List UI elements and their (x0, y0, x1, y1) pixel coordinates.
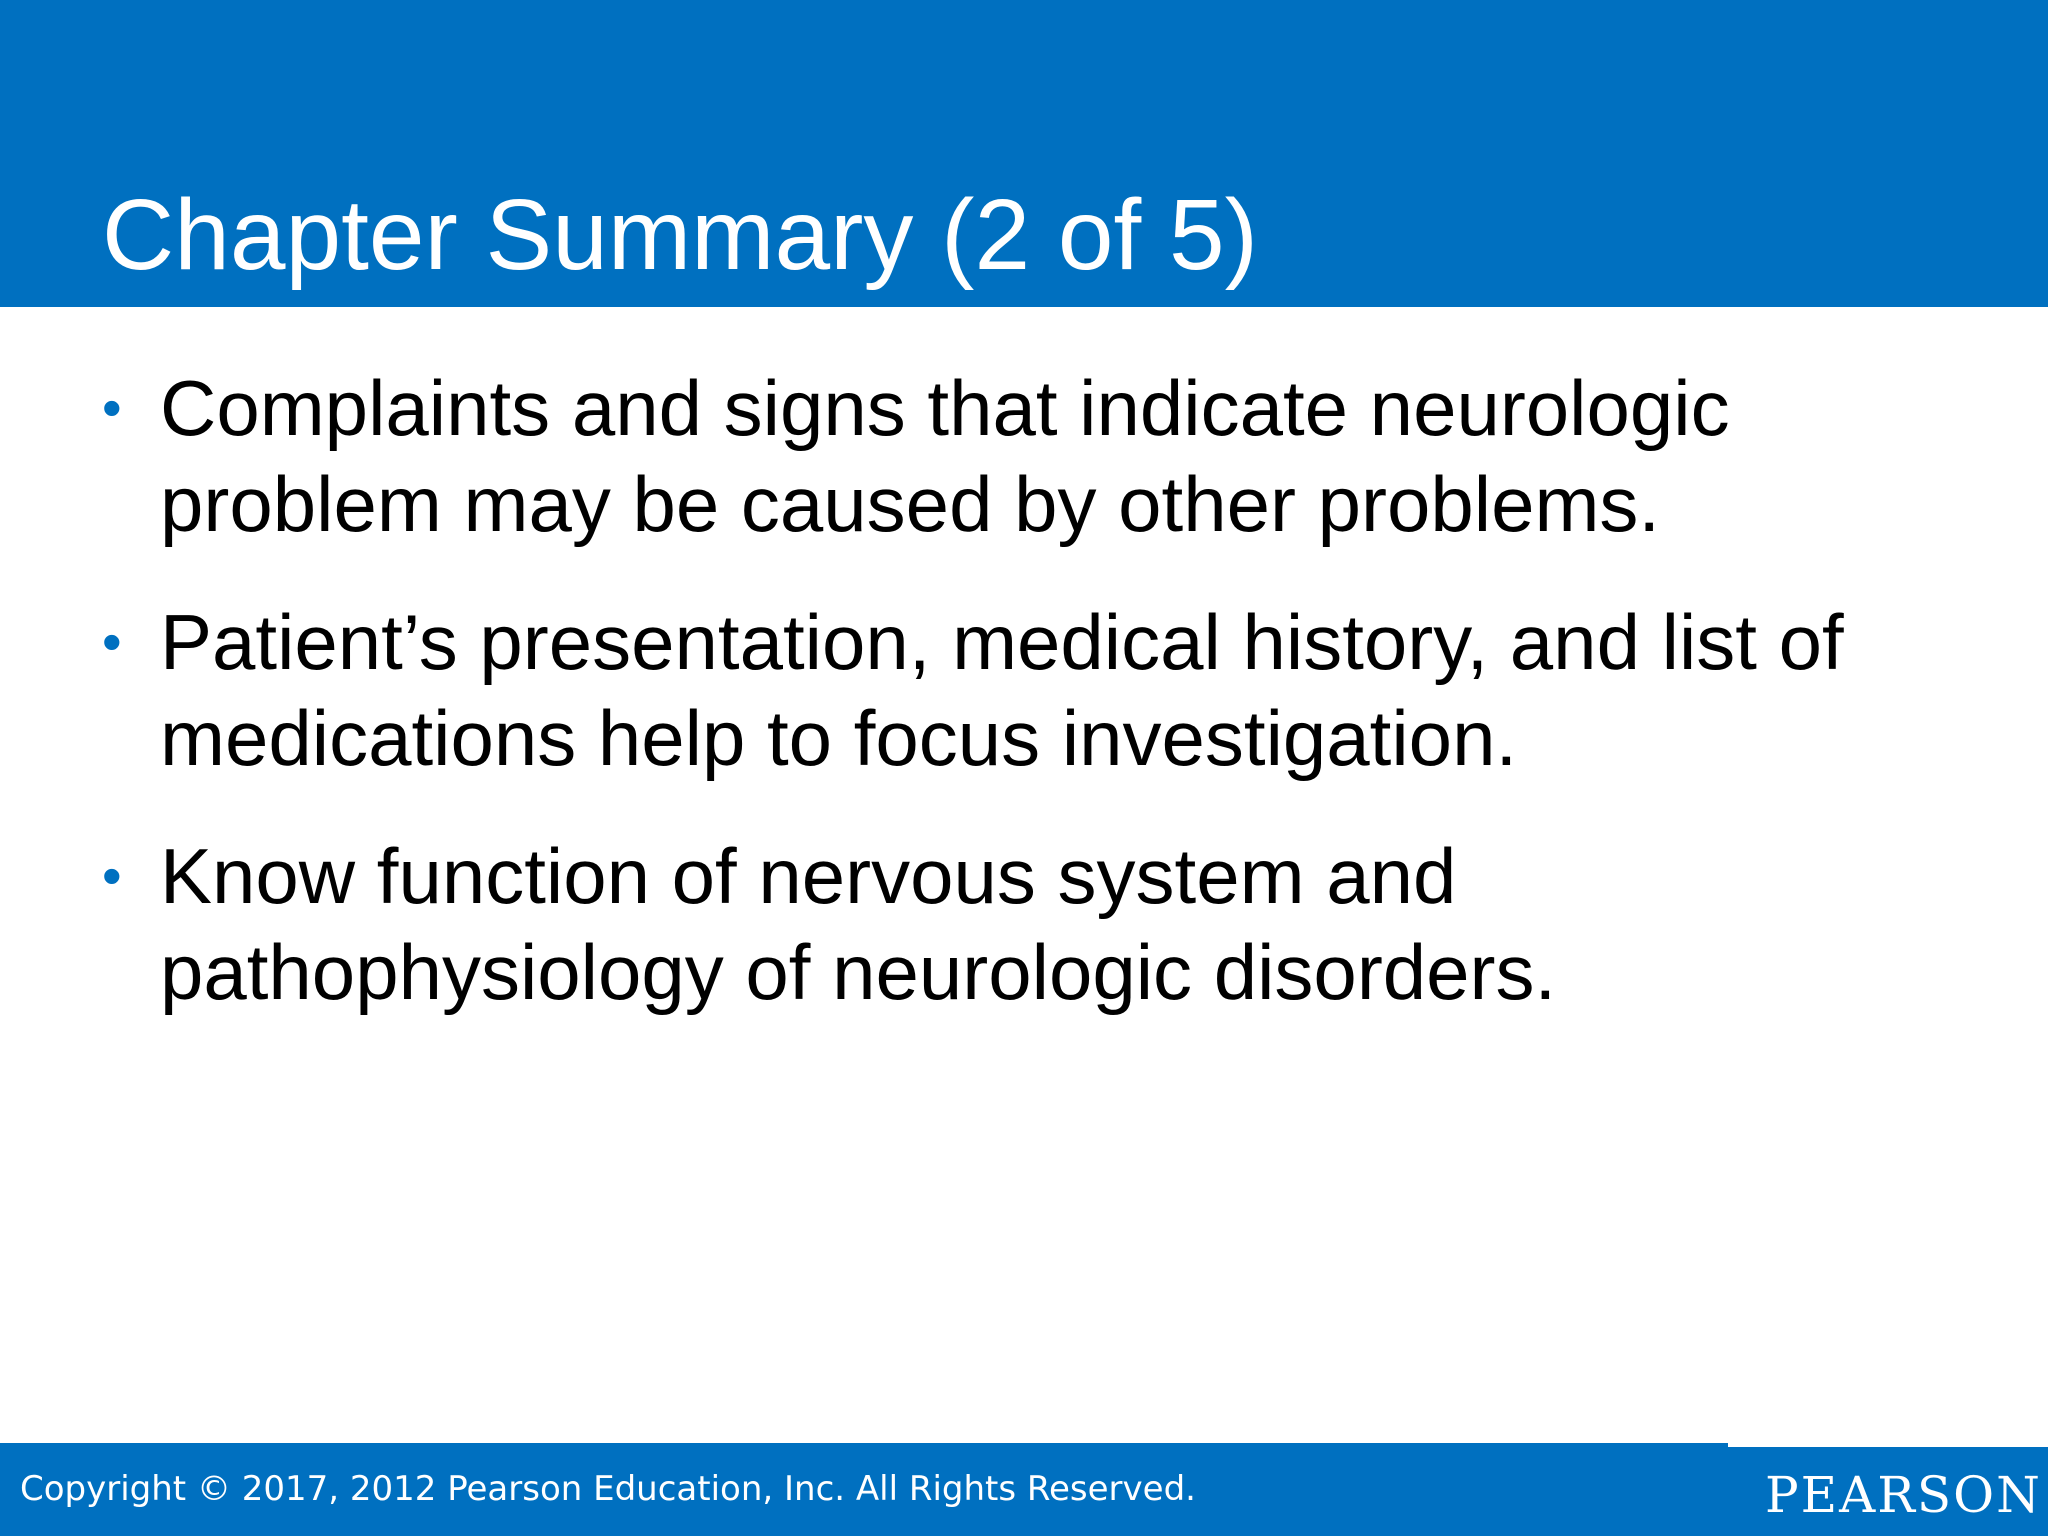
pearson-logo-text: PEARSON (1765, 1466, 2042, 1524)
bullet-icon: • (102, 844, 122, 907)
bullet-item (102, 828, 1962, 1020)
bullet-line: problem may be caused by other problems. (160, 460, 1661, 548)
bullet-item (102, 594, 1962, 786)
bullet-line: pathophysiology of neurologic disorders. (160, 928, 1557, 1016)
bullet-line: Complaints and signs that indicate neurologic (160, 364, 1730, 452)
bullet-line: Patient’s presentation, medical history, and list of (160, 598, 1844, 686)
slide-footer (0, 1443, 2048, 1536)
bullet-icon: • (102, 610, 122, 673)
slide-header (0, 0, 2048, 307)
bullet-list (102, 360, 1962, 1062)
pearson-logo (1728, 1443, 2048, 1536)
slide-title: Chapter Summary (2 of 5) (102, 179, 1258, 291)
bullet-item (102, 360, 1962, 552)
bullet-line: medications help to focus investigation. (160, 694, 1518, 782)
bullet-icon: • (102, 376, 122, 439)
copyright-text: Copyright © 2017, 2012 Pearson Education, Inc. All Rights Reserved. (20, 1469, 1196, 1509)
bullet-line: Know function of nervous system and (160, 832, 1457, 920)
